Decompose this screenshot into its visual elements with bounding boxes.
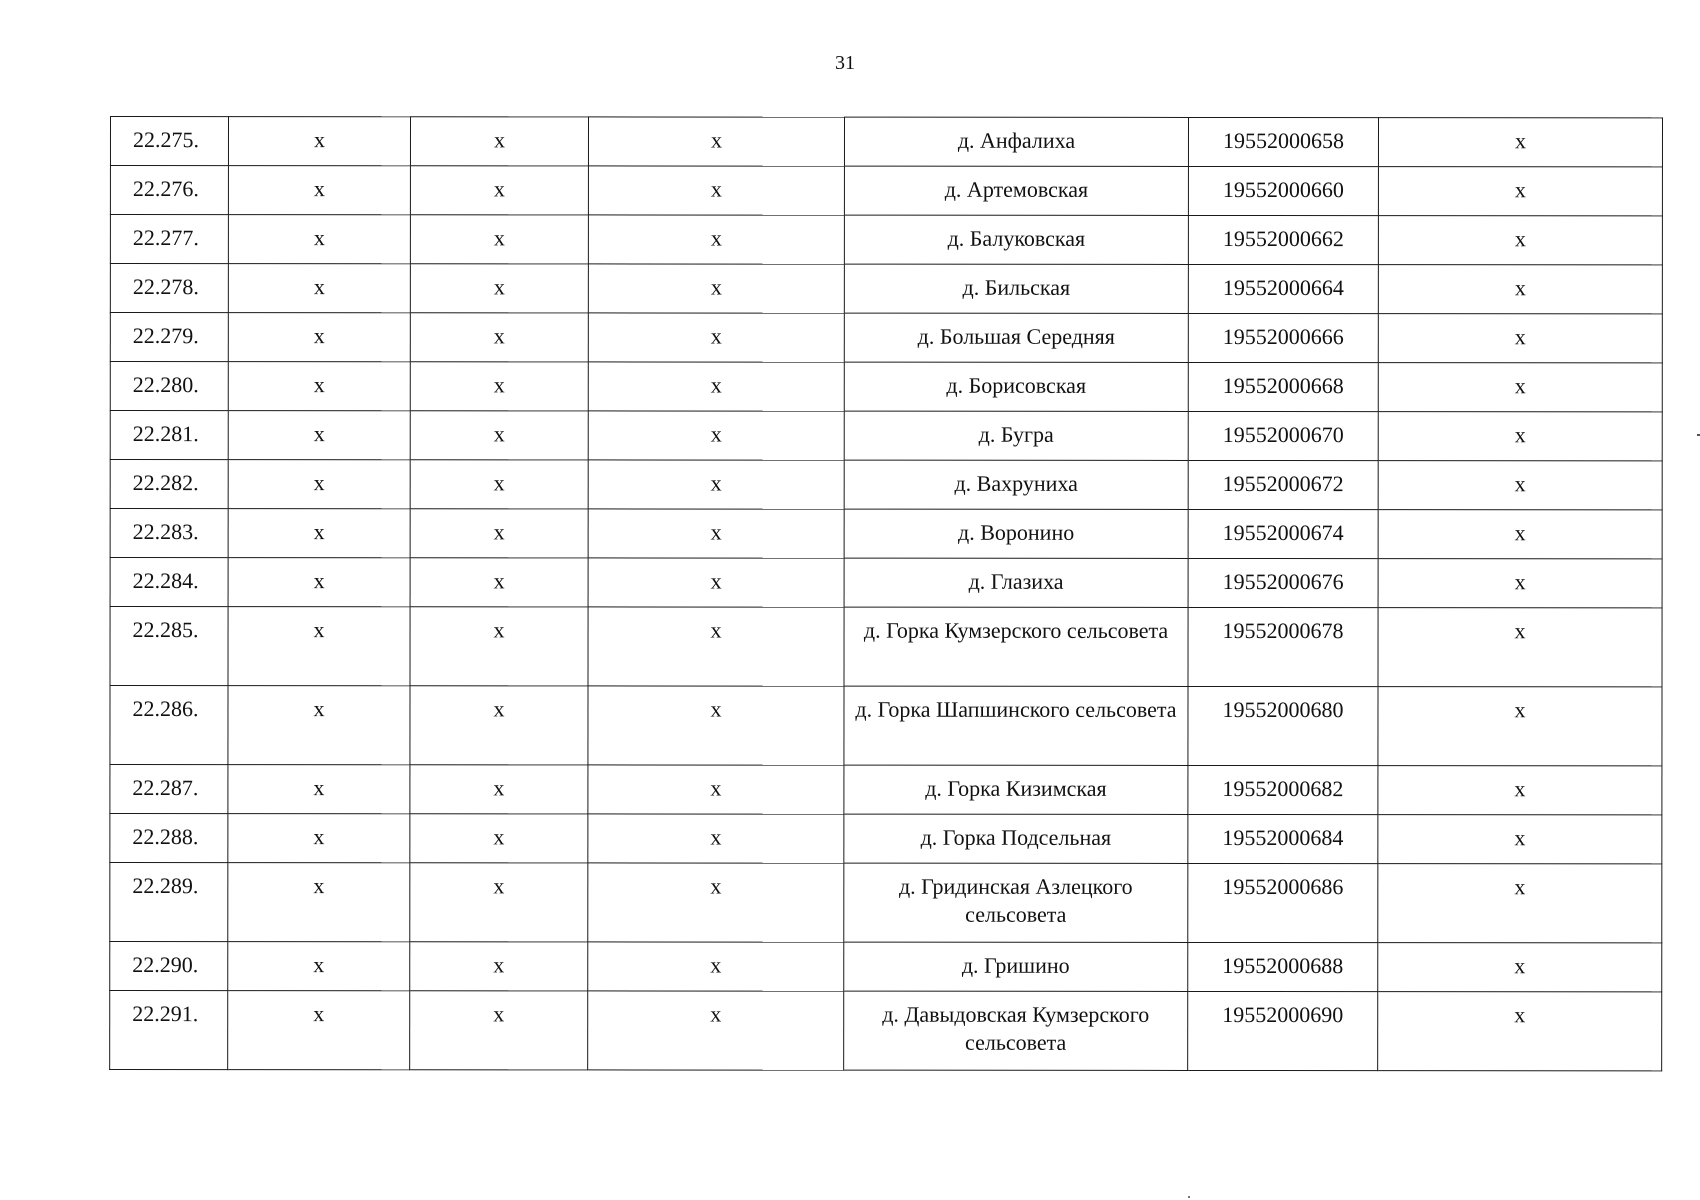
row-number: 22.287. [110, 765, 228, 814]
settlement-name: д. Горка Шапшинского сельсовета [844, 686, 1188, 765]
cell-col-2: х [228, 558, 410, 607]
table-row [110, 411, 1662, 461]
cell-col-4: х [588, 166, 844, 215]
cell-col-3: х [410, 509, 588, 558]
cell-col-3: х [410, 765, 588, 814]
row-number: 22.288. [110, 814, 228, 863]
cell-col-4: х [588, 607, 844, 686]
cell-col-2: х [228, 362, 410, 411]
table-row [110, 460, 1662, 510]
cell-col-7: х [1378, 864, 1662, 943]
cell-col-7: х [1378, 314, 1662, 363]
cell-col-7: х [1378, 943, 1662, 992]
table-row [110, 863, 1662, 943]
row-number: 22.279. [110, 313, 228, 362]
cell-col-7: х [1378, 992, 1662, 1071]
cell-col-4: х [588, 814, 844, 863]
cell-col-2: х [228, 991, 410, 1070]
cell-col-2: х [228, 765, 410, 814]
cell-col-2: х [228, 460, 410, 509]
settlement-name: д. Горка Подсельная [844, 814, 1188, 863]
cell-col-4: х [588, 686, 844, 765]
table-row [110, 313, 1662, 363]
settlement-name: д. Артемовская [844, 166, 1188, 215]
settlement-name: д. Горка Кизимская [844, 765, 1188, 814]
cell-col-3: х [410, 264, 588, 313]
table-row [110, 215, 1662, 265]
oktmo-code: 19552000686 [1188, 863, 1378, 942]
cell-col-7: х [1378, 559, 1662, 608]
row-number: 22.286. [110, 686, 228, 765]
oktmo-code: 19552000660 [1188, 166, 1378, 215]
settlement-name: д. Бугра [844, 411, 1188, 460]
cell-col-4: х [588, 215, 844, 264]
cell-col-3: х [410, 362, 588, 411]
table-row [110, 264, 1662, 314]
cell-col-3: х [410, 411, 588, 460]
oktmo-code: 19552000670 [1188, 411, 1378, 460]
cell-col-3: х [410, 558, 588, 607]
cell-col-2: х [228, 686, 410, 765]
cell-col-2: х [228, 942, 410, 991]
cell-col-3: х [410, 991, 588, 1070]
table-row [110, 765, 1662, 815]
cell-col-4: х [588, 558, 844, 607]
cell-col-3: х [410, 942, 588, 991]
cell-col-3: х [410, 814, 588, 863]
table-row [110, 166, 1662, 216]
row-number: 22.275. [110, 117, 228, 166]
oktmo-code: 19552000680 [1188, 686, 1378, 765]
cell-col-2: х [228, 863, 410, 942]
row-number: 22.291. [110, 991, 228, 1070]
settlement-name: д. Гридинская Азлецкого сельсовета [844, 863, 1188, 942]
cell-col-7: х [1378, 608, 1662, 687]
cell-col-3: х [410, 117, 588, 166]
oktmo-code: 19552000682 [1188, 765, 1378, 814]
settlement-name: д. Вахруниха [844, 460, 1188, 509]
cell-col-3: х [410, 313, 588, 362]
cell-col-7: х [1378, 510, 1662, 559]
cell-col-7: х [1378, 815, 1662, 864]
cell-col-7: х [1378, 265, 1662, 314]
cell-col-3: х [410, 863, 588, 942]
table-row [110, 607, 1662, 687]
table-row [110, 814, 1662, 864]
oktmo-code: 19552000672 [1188, 460, 1378, 509]
cell-col-2: х [228, 117, 410, 166]
row-number: 22.290. [110, 942, 228, 991]
cell-col-2: х [228, 814, 410, 863]
cell-col-4: х [588, 362, 844, 411]
row-number: 22.289. [110, 863, 228, 942]
cell-col-7: х [1378, 363, 1662, 412]
settlement-name: д. Балуковская [844, 215, 1188, 264]
cell-col-4: х [588, 991, 844, 1070]
cell-col-4: х [588, 942, 844, 991]
oktmo-code: 19552000666 [1188, 313, 1378, 362]
cell-col-3: х [410, 460, 588, 509]
cell-col-4: х [588, 264, 844, 313]
oktmo-code: 19552000676 [1188, 558, 1378, 607]
oktmo-code: 19552000668 [1188, 362, 1378, 411]
table-row [110, 509, 1662, 559]
page-number: 31 [835, 52, 855, 74]
oktmo-code: 19552000658 [1188, 117, 1378, 166]
table-row [110, 991, 1662, 1071]
oktmo-code: 19552000688 [1188, 942, 1378, 991]
row-number: 22.280. [110, 362, 228, 411]
cell-col-4: х [588, 460, 844, 509]
row-number: 22.283. [110, 509, 228, 558]
oktmo-code: 19552000674 [1188, 509, 1378, 558]
settlements-table [109, 116, 1663, 1071]
cell-col-3: х [410, 215, 588, 264]
cell-col-7: х [1378, 461, 1662, 510]
settlement-name: д. Глазиха [844, 558, 1188, 607]
row-number: 22.277. [110, 215, 228, 264]
cell-col-2: х [228, 509, 410, 558]
cell-col-7: х [1378, 118, 1662, 167]
cell-col-2: х [228, 166, 410, 215]
cell-col-4: х [588, 863, 844, 942]
settlement-name: д. Анфалиха [844, 117, 1188, 166]
settlement-name: д. Борисовская [844, 362, 1188, 411]
oktmo-code: 19552000678 [1188, 607, 1378, 686]
row-number: 22.282. [110, 460, 228, 509]
cell-col-2: х [228, 411, 410, 460]
settlement-name: д. Большая Середняя [844, 313, 1188, 362]
cell-col-3: х [410, 166, 588, 215]
cell-col-4: х [588, 509, 844, 558]
cell-col-3: х [410, 686, 588, 765]
table-row [110, 942, 1662, 992]
scan-artifact [1188, 1196, 1190, 1198]
cell-col-4: х [588, 765, 844, 814]
table-row [110, 362, 1662, 412]
cell-col-7: х [1378, 167, 1662, 216]
cell-col-2: х [228, 215, 410, 264]
row-number: 22.285. [110, 607, 228, 686]
settlement-name: д. Горка Кумзерского сельсовета [844, 607, 1188, 686]
row-number: 22.281. [110, 411, 228, 460]
settlement-name: д. Бильская [844, 264, 1188, 313]
row-number: 22.284. [110, 558, 228, 607]
oktmo-code: 19552000684 [1188, 814, 1378, 863]
oktmo-code: 19552000664 [1188, 264, 1378, 313]
row-number: 22.276. [110, 166, 228, 215]
cell-col-2: х [228, 313, 410, 362]
settlement-name: д. Воронино [844, 509, 1188, 558]
cell-col-2: х [228, 264, 410, 313]
cell-col-7: х [1378, 766, 1662, 815]
oktmo-code: 19552000662 [1188, 215, 1378, 264]
settlement-name: д. Давыдовская Кумзерского сельсовета [844, 991, 1188, 1070]
cell-col-7: х [1378, 216, 1662, 265]
table-row [110, 558, 1662, 608]
cell-col-4: х [588, 313, 844, 362]
cell-col-2: х [228, 607, 410, 686]
cell-col-4: х [588, 117, 844, 166]
table-row [110, 117, 1662, 167]
cell-col-7: х [1378, 412, 1662, 461]
oktmo-code: 19552000690 [1188, 991, 1378, 1070]
row-number: 22.278. [110, 264, 228, 313]
cell-col-3: х [410, 607, 588, 686]
cell-col-7: х [1378, 687, 1662, 766]
settlement-name: д. Гришино [844, 942, 1188, 991]
table-row [110, 686, 1662, 766]
cell-col-4: х [588, 411, 844, 460]
